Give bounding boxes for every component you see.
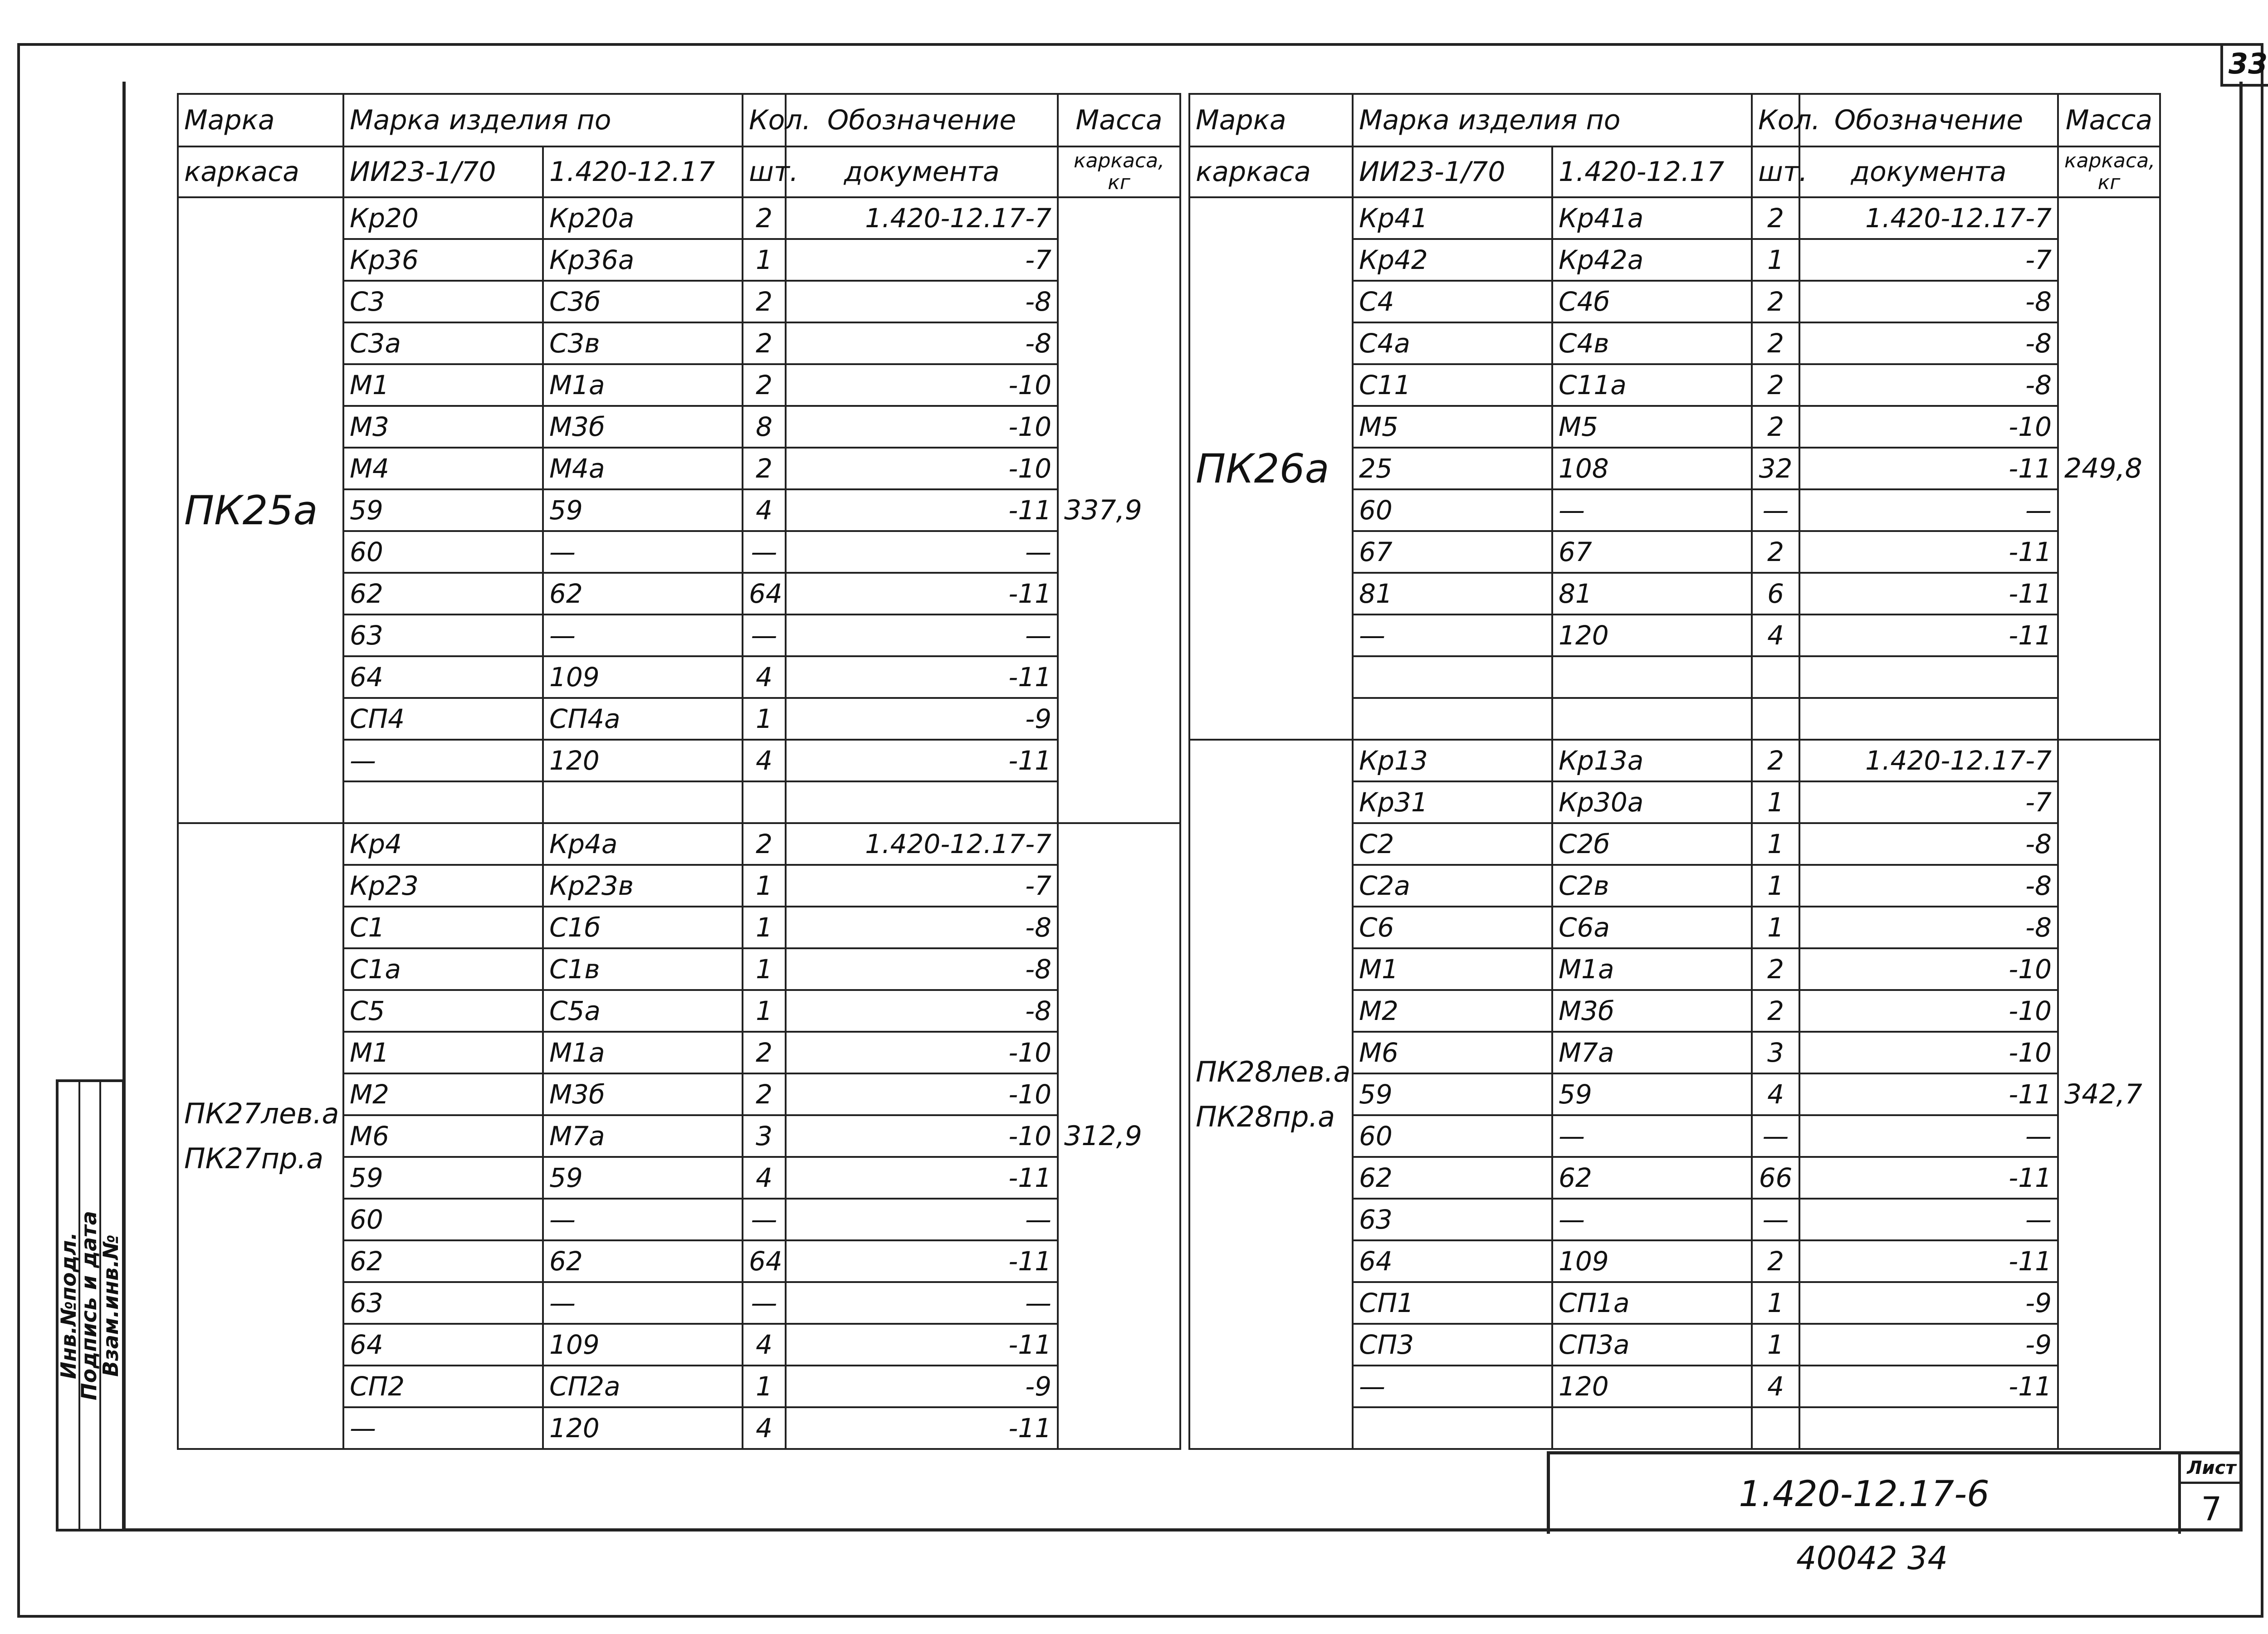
series-a-cell: С2 — [1353, 823, 1552, 865]
doc-cell: -8 — [1799, 322, 2058, 364]
series-a-cell: 59 — [1353, 1073, 1552, 1115]
series-a-cell: 62 — [1353, 1157, 1552, 1199]
qty-cell: 2 — [743, 823, 786, 865]
frame-mark-cell: ПК26а — [1189, 197, 1353, 740]
sheet-number: 7 — [2201, 1490, 2222, 1528]
doc-cell: -10 — [786, 406, 1058, 448]
series-a-cell: М1 — [1353, 948, 1552, 990]
series-a-cell: С11 — [1353, 364, 1552, 406]
doc-cell: -11 — [1799, 1240, 2058, 1282]
series-b-cell: 120 — [1552, 615, 1752, 656]
col-subheader-frame: каркаса — [1189, 146, 1353, 197]
doc-cell — [1799, 698, 2058, 740]
doc-cell: -10 — [786, 1032, 1058, 1073]
series-b-cell: 109 — [1552, 1240, 1752, 1282]
series-b-cell: Кр13а — [1552, 740, 1752, 781]
mass-cell: 337,9 — [1058, 197, 1180, 823]
series-a-cell: Кр4 — [343, 823, 543, 865]
series-b-cell: — — [543, 531, 743, 573]
qty-cell: 4 — [743, 656, 786, 698]
qty-cell: 4 — [743, 489, 786, 531]
series-a-cell: — — [343, 1407, 543, 1449]
qty-cell: 1 — [743, 948, 786, 990]
doc-cell: 1.420-12.17-7 — [1799, 740, 2058, 781]
sheet-corner-number: 33 — [2220, 43, 2268, 87]
series-a-cell: С5 — [343, 990, 543, 1032]
series-a-cell: 64 — [343, 1324, 543, 1366]
col-header-doc: Обозначение — [1799, 94, 2058, 146]
doc-cell — [1799, 1407, 2058, 1449]
subheader-row — [1189, 146, 2160, 197]
doc-cell: -11 — [786, 740, 1058, 781]
series-a-cell: М4 — [343, 448, 543, 489]
left-spec-table — [177, 93, 1181, 1450]
doc-cell — [1799, 656, 2058, 698]
doc-cell: -11 — [1799, 573, 2058, 615]
series-a-cell: М2 — [1353, 990, 1552, 1032]
series-b-cell: М1а — [1552, 948, 1752, 990]
series-b-cell: С2б — [1552, 823, 1752, 865]
series-a-cell: 63 — [343, 1282, 543, 1324]
qty-cell: 2 — [743, 448, 786, 489]
series-a-cell: — — [1353, 1366, 1552, 1407]
col-header-series-a: ИИ23-1/70 — [1353, 146, 1552, 197]
series-b-cell: С11а — [1552, 364, 1752, 406]
doc-cell: -11 — [1799, 1366, 2058, 1407]
doc-cell: -8 — [1799, 823, 2058, 865]
series-b-cell: — — [543, 1282, 743, 1324]
qty-cell: 1 — [1752, 781, 1799, 823]
doc-cell: 1.420-12.17-7 — [786, 197, 1058, 239]
doc-cell: — — [1799, 1199, 2058, 1240]
table-row — [1189, 740, 2160, 781]
series-b-cell: С2в — [1552, 865, 1752, 907]
series-b-cell: Кр42а — [1552, 239, 1752, 281]
series-b-cell: Кр20а — [543, 197, 743, 239]
series-b-cell: С1в — [543, 948, 743, 990]
series-a-cell: 60 — [343, 531, 543, 573]
qty-cell: — — [743, 1199, 786, 1240]
title-block — [1547, 1451, 2239, 1534]
doc-cell: -8 — [786, 990, 1058, 1032]
doc-cell: -11 — [786, 1157, 1058, 1199]
doc-cell: -8 — [786, 948, 1058, 990]
series-b-cell: 62 — [543, 573, 743, 615]
side-stamp — [56, 1079, 125, 1532]
doc-cell: — — [786, 1199, 1058, 1240]
right-spec-table — [1188, 93, 2161, 1450]
col-header-product-mark: Марка изделия по — [1353, 94, 1752, 146]
series-a-cell: Кр20 — [343, 197, 543, 239]
doc-cell: -10 — [786, 364, 1058, 406]
doc-cell: -11 — [1799, 1073, 2058, 1115]
col-subheader-qty: шт. — [1752, 146, 1799, 197]
doc-cell: -11 — [786, 1324, 1058, 1366]
series-a-cell: 59 — [343, 1157, 543, 1199]
qty-cell: 2 — [1752, 281, 1799, 322]
series-b-cell: 81 — [1552, 573, 1752, 615]
series-b-cell: 120 — [543, 740, 743, 781]
qty-cell: 1 — [1752, 907, 1799, 948]
qty-cell: 4 — [1752, 1073, 1799, 1115]
doc-cell: -9 — [786, 1366, 1058, 1407]
series-b-cell: М3б — [543, 406, 743, 448]
series-a-cell: 62 — [343, 573, 543, 615]
qty-cell: 8 — [743, 406, 786, 448]
series-b-cell: М7а — [1552, 1032, 1752, 1073]
series-b-cell: 109 — [543, 656, 743, 698]
series-b-cell: М7а — [543, 1115, 743, 1157]
series-a-cell: М6 — [343, 1115, 543, 1157]
series-a-cell — [1353, 698, 1552, 740]
table-row — [178, 197, 1180, 239]
doc-cell: -10 — [786, 448, 1058, 489]
qty-cell — [1752, 1407, 1799, 1449]
qty-cell: 2 — [1752, 197, 1799, 239]
doc-cell: -11 — [1799, 615, 2058, 656]
qty-cell: — — [1752, 489, 1799, 531]
series-a-cell: М1 — [343, 1032, 543, 1073]
side-stamp-replaced-inventory: Взам.инв.№ — [98, 1234, 123, 1377]
col-subheader-doc: документа — [1799, 146, 2058, 197]
qty-cell: 1 — [1752, 1324, 1799, 1366]
col-header-mass: Масса — [1058, 94, 1180, 146]
qty-cell — [743, 781, 786, 823]
qty-cell: 2 — [1752, 948, 1799, 990]
series-a-cell: 25 — [1353, 448, 1552, 489]
doc-cell: -11 — [1799, 1157, 2058, 1199]
qty-cell: 4 — [1752, 615, 1799, 656]
qty-cell: 1 — [743, 865, 786, 907]
qty-cell: 2 — [743, 1073, 786, 1115]
series-b-cell: 62 — [543, 1240, 743, 1282]
col-header-frame-mark: Марка — [178, 94, 343, 146]
series-a-cell: М5 — [1353, 406, 1552, 448]
series-b-cell: С1б — [543, 907, 743, 948]
series-b-cell: — — [543, 615, 743, 656]
col-header-qty: Кол. — [743, 94, 786, 146]
series-a-cell: С6 — [1353, 907, 1552, 948]
qty-cell: 64 — [743, 573, 786, 615]
series-b-cell: 120 — [1552, 1366, 1752, 1407]
qty-cell: — — [1752, 1199, 1799, 1240]
col-header-frame-mark: Марка — [1189, 94, 1353, 146]
qty-cell: 1 — [1752, 239, 1799, 281]
series-a-cell: Кр23 — [343, 865, 543, 907]
qty-cell: — — [1752, 1115, 1799, 1157]
series-a-cell: — — [1353, 615, 1552, 656]
qty-cell: 2 — [743, 281, 786, 322]
qty-cell: 4 — [743, 1324, 786, 1366]
series-a-cell — [343, 781, 543, 823]
qty-cell: 2 — [743, 197, 786, 239]
series-a-cell: Кр42 — [1353, 239, 1552, 281]
qty-cell: 1 — [743, 990, 786, 1032]
series-a-cell: СП3 — [1353, 1324, 1552, 1366]
col-subheader-mass: каркаса, кг — [1058, 146, 1180, 197]
qty-cell: 1 — [743, 698, 786, 740]
qty-cell: 66 — [1752, 1157, 1799, 1199]
qty-cell: — — [743, 615, 786, 656]
series-a-cell: — — [343, 740, 543, 781]
qty-cell: 2 — [1752, 406, 1799, 448]
doc-cell: -8 — [1799, 865, 2058, 907]
doc-cell: — — [786, 615, 1058, 656]
table-row — [178, 823, 1180, 865]
doc-cell: -10 — [786, 1115, 1058, 1157]
doc-cell: — — [1799, 489, 2058, 531]
series-a-cell: С2а — [1353, 865, 1552, 907]
series-b-cell: Кр30а — [1552, 781, 1752, 823]
doc-cell: -11 — [1799, 448, 2058, 489]
series-b-cell: 62 — [1552, 1157, 1752, 1199]
qty-cell: 32 — [1752, 448, 1799, 489]
series-b-cell: — — [1552, 1115, 1752, 1157]
qty-cell: 1 — [743, 239, 786, 281]
series-b-cell — [1552, 698, 1752, 740]
sheet-box — [2178, 1454, 2242, 1534]
doc-cell — [786, 781, 1058, 823]
series-b-cell: СП4а — [543, 698, 743, 740]
series-a-cell: С4 — [1353, 281, 1552, 322]
qty-cell: 4 — [743, 1407, 786, 1449]
qty-cell: 2 — [743, 1032, 786, 1073]
series-b-cell: М3б — [543, 1073, 743, 1115]
mass-cell: 249,8 — [2058, 197, 2160, 740]
doc-cell: -10 — [1799, 948, 2058, 990]
series-a-cell: 81 — [1353, 573, 1552, 615]
series-b-cell: С4б — [1552, 281, 1752, 322]
series-b-cell: Кр4а — [543, 823, 743, 865]
series-b-cell: Кр41а — [1552, 197, 1752, 239]
series-a-cell: М2 — [343, 1073, 543, 1115]
doc-cell: -9 — [786, 698, 1058, 740]
series-a-cell: 63 — [1353, 1199, 1552, 1240]
series-a-cell: 63 — [343, 615, 543, 656]
series-b-cell: С5а — [543, 990, 743, 1032]
qty-cell: 1 — [1752, 865, 1799, 907]
doc-cell: -7 — [1799, 781, 2058, 823]
series-b-cell: 67 — [1552, 531, 1752, 573]
series-a-cell — [1353, 656, 1552, 698]
col-header-series-b: 1.420-12.17 — [543, 146, 743, 197]
frame-mark-cell: ПК28лев.а ПК28пр.а — [1189, 740, 1353, 1449]
series-b-cell: 120 — [543, 1407, 743, 1449]
frame-mark-cell: ПК25а — [178, 197, 343, 823]
qty-cell: 64 — [743, 1240, 786, 1282]
doc-cell: -10 — [1799, 1032, 2058, 1073]
series-b-cell — [543, 781, 743, 823]
col-subheader-frame: каркаса — [178, 146, 343, 197]
col-header-product-mark: Марка изделия по — [343, 94, 743, 146]
header-row — [1189, 94, 2160, 146]
series-b-cell: — — [1552, 489, 1752, 531]
series-a-cell: СП4 — [343, 698, 543, 740]
qty-cell: 1 — [743, 907, 786, 948]
series-b-cell: 59 — [543, 489, 743, 531]
qty-cell: 3 — [1752, 1032, 1799, 1073]
series-b-cell: СП2а — [543, 1366, 743, 1407]
qty-cell: 1 — [1752, 1282, 1799, 1324]
qty-cell: 2 — [1752, 322, 1799, 364]
qty-cell: 3 — [743, 1115, 786, 1157]
subheader-row — [178, 146, 1180, 197]
doc-cell: -11 — [786, 1240, 1058, 1282]
col-header-series-a: ИИ23-1/70 — [343, 146, 543, 197]
doc-cell: -8 — [1799, 281, 2058, 322]
series-b-cell: С4в — [1552, 322, 1752, 364]
series-a-cell: 60 — [343, 1199, 543, 1240]
series-a-cell: 64 — [343, 656, 543, 698]
doc-cell: — — [786, 531, 1058, 573]
series-b-cell: — — [543, 1199, 743, 1240]
qty-cell: 4 — [1752, 1366, 1799, 1407]
doc-cell: -8 — [786, 281, 1058, 322]
series-b-cell: С3б — [543, 281, 743, 322]
doc-cell: -8 — [1799, 364, 2058, 406]
qty-cell: 2 — [1752, 740, 1799, 781]
doc-cell: -8 — [786, 322, 1058, 364]
document-code: 1.420-12.17-6 — [1739, 1473, 1989, 1515]
qty-cell: — — [743, 531, 786, 573]
series-b-cell — [1552, 1407, 1752, 1449]
doc-cell: 1.420-12.17-7 — [1799, 197, 2058, 239]
col-header-mass: Масса — [2058, 94, 2160, 146]
series-a-cell: Кр13 — [1353, 740, 1552, 781]
doc-cell: -9 — [1799, 1324, 2058, 1366]
series-b-cell: 109 — [543, 1324, 743, 1366]
series-a-cell: Кр36 — [343, 239, 543, 281]
qty-cell: 4 — [743, 1157, 786, 1199]
side-stamp-signature-date: Подпись и дата — [78, 1082, 101, 1529]
doc-cell: -10 — [1799, 990, 2058, 1032]
doc-cell: -7 — [786, 865, 1058, 907]
series-a-cell: СП2 — [343, 1366, 543, 1407]
qty-cell — [1752, 698, 1799, 740]
col-header-series-b: 1.420-12.17 — [1552, 146, 1752, 197]
qty-cell: 2 — [1752, 531, 1799, 573]
qty-cell: 2 — [743, 364, 786, 406]
frame-mark-cell: ПК27лев.а ПК27пр.а — [178, 823, 343, 1449]
series-b-cell: М1а — [543, 1032, 743, 1073]
doc-cell: — — [1799, 1115, 2058, 1157]
qty-cell — [1752, 656, 1799, 698]
series-b-cell: М1а — [543, 364, 743, 406]
qty-cell: — — [743, 1282, 786, 1324]
header-row — [178, 94, 1180, 146]
qty-cell: 2 — [1752, 990, 1799, 1032]
doc-cell: -10 — [786, 1073, 1058, 1115]
series-a-cell: С4а — [1353, 322, 1552, 364]
sheet-label: Лист — [2181, 1454, 2242, 1484]
series-a-cell: СП1 — [1353, 1282, 1552, 1324]
series-a-cell: 60 — [1353, 489, 1552, 531]
qty-cell: 2 — [1752, 364, 1799, 406]
qty-cell: 6 — [1752, 573, 1799, 615]
doc-cell: -7 — [1799, 239, 2058, 281]
archive-number: 40042 34 — [1796, 1540, 1948, 1577]
doc-cell: -8 — [1799, 907, 2058, 948]
series-b-cell: С6а — [1552, 907, 1752, 948]
series-b-cell: 108 — [1552, 448, 1752, 489]
side-stamp-inventory: Инв.№подл. — [59, 1082, 80, 1529]
doc-cell: -10 — [1799, 406, 2058, 448]
series-a-cell: 64 — [1353, 1240, 1552, 1282]
doc-cell: -8 — [786, 907, 1058, 948]
series-a-cell: С3а — [343, 322, 543, 364]
doc-cell: -9 — [1799, 1282, 2058, 1324]
series-a-cell: М6 — [1353, 1032, 1552, 1073]
series-b-cell: СП1а — [1552, 1282, 1752, 1324]
series-a-cell: С1а — [343, 948, 543, 990]
series-a-cell: М3 — [343, 406, 543, 448]
series-b-cell: М3б — [1552, 990, 1752, 1032]
qty-cell: 2 — [1752, 1240, 1799, 1282]
series-b-cell: 59 — [1552, 1073, 1752, 1115]
series-a-cell: М1 — [343, 364, 543, 406]
series-b-cell: Кр23в — [543, 865, 743, 907]
doc-cell: -7 — [786, 239, 1058, 281]
series-a-cell: Кр41 — [1353, 197, 1552, 239]
doc-cell: -11 — [786, 1407, 1058, 1449]
series-b-cell: СП3а — [1552, 1324, 1752, 1366]
doc-cell: -11 — [786, 573, 1058, 615]
col-subheader-mass: каркаса, кг — [2058, 146, 2160, 197]
series-a-cell: 62 — [343, 1240, 543, 1282]
series-a-cell — [1353, 1407, 1552, 1449]
series-a-cell: С1 — [343, 907, 543, 948]
qty-cell: 4 — [743, 740, 786, 781]
series-b-cell: Кр36а — [543, 239, 743, 281]
doc-cell: -11 — [1799, 531, 2058, 573]
series-a-cell: 59 — [343, 489, 543, 531]
table-row — [1189, 197, 2160, 239]
series-b-cell: 59 — [543, 1157, 743, 1199]
series-b-cell: С3в — [543, 322, 743, 364]
doc-cell: -11 — [786, 489, 1058, 531]
series-a-cell: 60 — [1353, 1115, 1552, 1157]
series-a-cell: С3 — [343, 281, 543, 322]
qty-cell: 1 — [1752, 823, 1799, 865]
series-b-cell — [1552, 656, 1752, 698]
doc-cell: 1.420-12.17-7 — [786, 823, 1058, 865]
col-header-qty: Кол. — [1752, 94, 1799, 146]
col-header-doc: Обозначение — [786, 94, 1058, 146]
mass-cell: 312,9 — [1058, 823, 1180, 1449]
qty-cell: 1 — [743, 1366, 786, 1407]
series-b-cell: М4а — [543, 448, 743, 489]
series-b-cell: М5 — [1552, 406, 1752, 448]
series-a-cell: 67 — [1353, 531, 1552, 573]
doc-cell: — — [786, 1282, 1058, 1324]
mass-cell: 342,7 — [2058, 740, 2160, 1449]
col-subheader-qty: шт. — [743, 146, 786, 197]
col-subheader-doc: документа — [786, 146, 1058, 197]
series-b-cell: — — [1552, 1199, 1752, 1240]
series-a-cell: Кр31 — [1353, 781, 1552, 823]
doc-cell: -11 — [786, 656, 1058, 698]
qty-cell: 2 — [743, 322, 786, 364]
